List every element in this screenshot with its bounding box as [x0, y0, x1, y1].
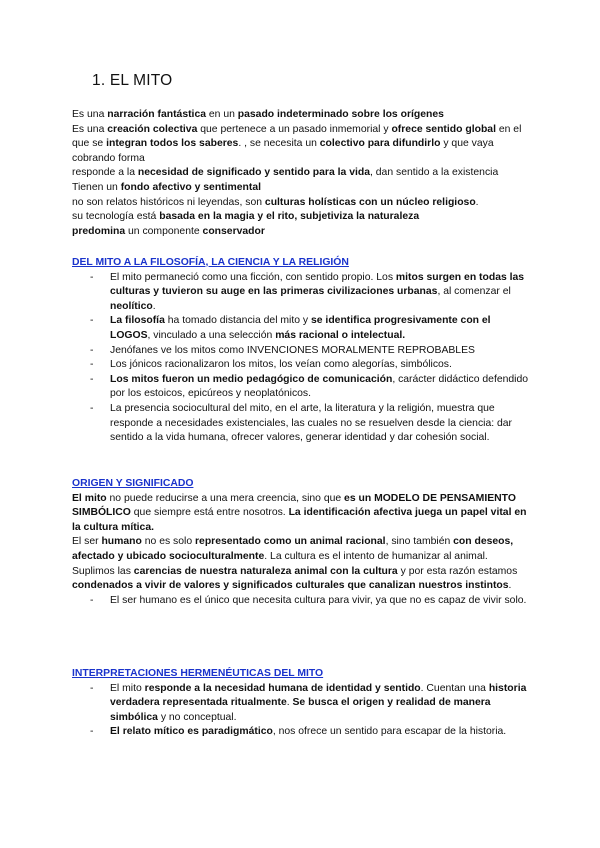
- text-run: en el que se: [72, 123, 522, 150]
- bold-text: humano: [101, 536, 142, 548]
- text-run: Suplimos las: [72, 565, 134, 577]
- intro-paragraph: [72, 108, 532, 123]
- bullet-item: [72, 682, 532, 726]
- text-run: Los jónicos racionalizaron los mitos, los veían como alegorías, simbólicos.: [110, 359, 452, 371]
- bold-text: basada en la magia y el rito, subjetiviza la naturaleza: [159, 211, 420, 223]
- dash-bullet-icon: -: [90, 726, 94, 738]
- text-run: no son relatos históricos ni leyendas, son: [72, 196, 265, 208]
- text-run: El mito permaneció como una ficción, con sentido propio. Los: [110, 271, 396, 283]
- text-run: , vinculado a una selección: [147, 329, 276, 341]
- text-run: El ser: [72, 536, 102, 548]
- text-run: .: [475, 196, 479, 208]
- intro-paragraph: [72, 210, 532, 225]
- intro-paragraph: [72, 166, 532, 181]
- bold-text: El relato mítico es paradigmático: [110, 726, 273, 738]
- bullet-item: [72, 271, 532, 315]
- bullet-item: [72, 725, 532, 740]
- bold-text: es un MODELO DE PENSAMIENTO SIMBÓLICO: [72, 492, 516, 519]
- bold-text: condenados a vivir de valores y significados culturales que canalizan nuestros instintos: [72, 580, 509, 592]
- bold-text: historia verdadera representada ritualmente: [110, 682, 527, 709]
- bold-text: colectivo para difundirlo: [319, 138, 441, 150]
- text-run: .: [152, 300, 156, 312]
- text-run: y por esta razón estamos: [397, 565, 518, 577]
- text-run: , dan sentido a la existencia: [370, 167, 499, 179]
- bullet-item: [72, 314, 532, 343]
- text-run: .: [286, 697, 293, 709]
- bullet-item: [72, 373, 532, 402]
- bold-text: fondo afectivo y sentimental: [120, 181, 262, 193]
- text-run: .: [508, 580, 512, 592]
- text-run: no es solo: [141, 536, 195, 548]
- bold-text: representado como un animal racional: [195, 536, 386, 548]
- body-paragraph: [72, 492, 532, 536]
- section-bullet-list: [72, 594, 532, 609]
- text-run: responde a la: [72, 167, 138, 179]
- section-origen-significado: [72, 477, 532, 608]
- text-run: que siempre está entre nosotros.: [130, 507, 289, 519]
- dash-bullet-icon: -: [90, 402, 94, 414]
- bold-text: necesidad de significado y sentido para la vida: [137, 167, 370, 179]
- text-run: en un: [206, 109, 238, 120]
- text-run: y que vaya cobrando forma: [72, 138, 494, 164]
- text-run: su tecnología está: [72, 211, 160, 223]
- text-run: y no conceptual.: [157, 711, 237, 723]
- body-paragraph: [72, 535, 532, 564]
- intro-paragraph: [72, 225, 532, 240]
- text-run: . La cultura es el intento de humanizar al animal.: [264, 550, 488, 562]
- text-run: El mito: [110, 682, 145, 694]
- bold-text: ofrece sentido global: [391, 123, 496, 135]
- dash-bullet-icon: -: [90, 594, 94, 606]
- text-run: , sino también: [385, 536, 454, 548]
- bold-text: mitos surgen en todas las culturas y tuvieron su auge en las primeras civilizaciones urbanas: [110, 271, 525, 298]
- section-heading: ORIGEN Y SIGNIFICADO: [72, 478, 194, 489]
- bold-text: Los mitos fueron un medio pedagógico de comunicación: [110, 373, 393, 385]
- section-heading: INTERPRETACIONES HERMENÉUTICAS DEL MITO: [72, 668, 324, 679]
- text-run: Jenófanes ve los mitos como INVENCIONES MORALMENTE REPROBABLES: [110, 344, 475, 356]
- text-run: que pertenece a un pasado inmemorial y: [197, 123, 392, 135]
- bold-text: neolítico: [110, 300, 153, 312]
- dash-bullet-icon: -: [90, 682, 94, 694]
- bullet-item: [72, 402, 532, 446]
- bold-text: predomina: [72, 225, 126, 237]
- bold-text: creación colectiva: [107, 123, 198, 135]
- bold-text: culturas holísticas con un núcleo religioso: [264, 196, 476, 208]
- bold-text: se identifica progresivamente con el LOGOS: [110, 315, 491, 341]
- text-run: . Cuentan una: [420, 682, 489, 694]
- bold-text: Se busca el origen y realidad de manera simbólica: [110, 697, 491, 723]
- bold-text: responde a la necesidad humana de identidad y sentido: [144, 682, 421, 694]
- text-run: , al comenzar el: [437, 286, 511, 298]
- intro-paragraph: [72, 181, 532, 196]
- bold-text: narración fantástica: [107, 109, 206, 120]
- intro-paragraph: [72, 123, 532, 167]
- bullet-item: [72, 594, 532, 609]
- dash-bullet-icon: -: [90, 373, 94, 385]
- bold-text: pasado indeterminado sobre los orígenes: [237, 109, 444, 120]
- section-heading: DEL MITO A LA FILOSOFÍA, LA CIENCIA Y LA RELIGIÓN: [72, 257, 349, 268]
- dash-bullet-icon: -: [90, 359, 94, 371]
- text-run: Es una: [72, 109, 108, 120]
- dash-bullet-icon: -: [90, 344, 94, 356]
- dash-bullet-icon: -: [90, 271, 94, 283]
- text-run: , carácter didáctico defendido por los estoicos, epicúreos y neoplatónicos.: [110, 373, 529, 400]
- bold-text: carencias de nuestra naturaleza animal con la cultura: [133, 565, 398, 577]
- bold-text: más racional o intelectual.: [275, 329, 406, 341]
- intro-paragraphs: [72, 108, 532, 239]
- text-run: La presencia sociocultural del mito, en el arte, la literatura y la religión, muestra que responde a necesidades existenciales, las cuales no se resuelven desde la ciencia: dar sentido a la vida humana, ofrecer valores, generar identidad y dar cohesión social.: [110, 402, 513, 444]
- section-mito-filosofia: [72, 256, 532, 446]
- text-run: Tienen un: [72, 181, 121, 193]
- bold-text: El mito: [72, 492, 107, 504]
- section-bullet-list: [72, 271, 532, 446]
- text-run: El ser humano es el único que necesita cultura para vivir, ya que no es capaz de vivir solo.: [110, 594, 527, 606]
- bold-text: La identificación afectiva juega un papel vital en la cultura mítica.: [72, 507, 527, 533]
- section-interpretaciones: [72, 667, 532, 740]
- text-run: no puede reducirse a una mera creencia, sino que: [106, 492, 345, 504]
- text-run: , nos ofrece un sentido para escapar de la historia.: [272, 726, 507, 738]
- bullet-item: [72, 344, 532, 359]
- text-run: un componente: [125, 225, 203, 237]
- page-title: 1. EL MITO: [92, 72, 173, 89]
- bold-text: conservador: [202, 225, 265, 237]
- bold-text: La filosofía: [110, 315, 165, 327]
- bold-text: integran todos los saberes: [106, 138, 239, 150]
- bold-text: con deseos, afectado y ubicado socioculturalmente: [72, 536, 514, 562]
- dash-bullet-icon: -: [90, 315, 94, 327]
- intro-paragraph: [72, 196, 532, 211]
- section-bullet-list: [72, 682, 532, 740]
- text-run: Es una: [72, 123, 108, 135]
- text-run: . , se necesita un: [238, 138, 320, 150]
- text-run: ha tomado distancia del mito y: [164, 315, 311, 327]
- section-paragraphs: [72, 492, 532, 594]
- bullet-item: [72, 358, 532, 373]
- body-paragraph: [72, 565, 532, 594]
